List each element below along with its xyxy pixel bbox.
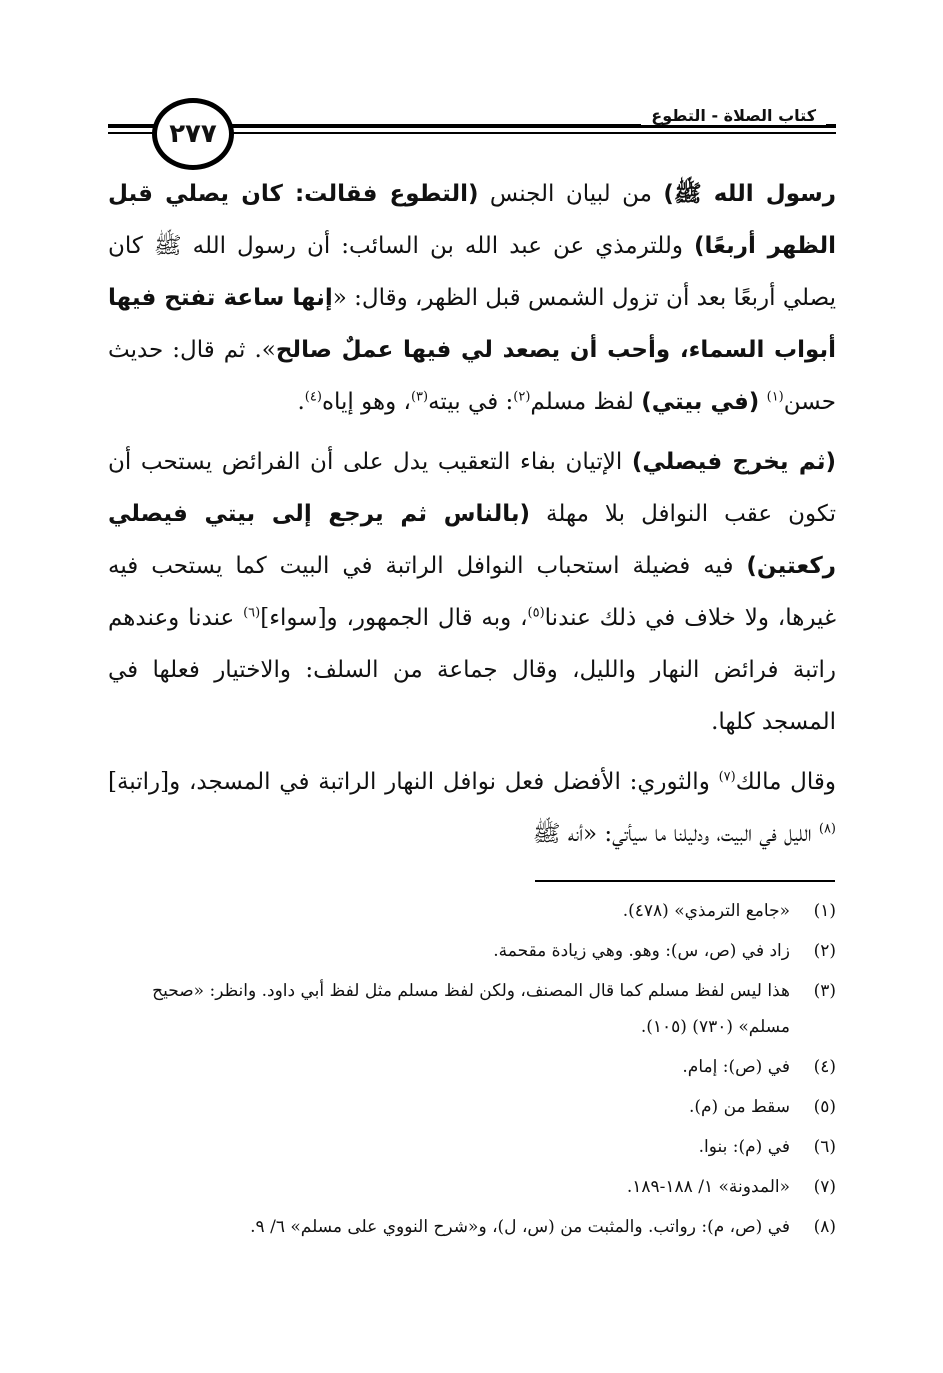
- footnote-ref: (٤): [304, 389, 322, 405]
- page-header: [108, 96, 836, 166]
- footnote-number: (٧): [813, 1177, 836, 1197]
- footnote: [108, 1049, 836, 1085]
- main-text: [108, 168, 836, 868]
- text-run: وللترمذي عن عبد الله بن السائب: أن رسول الله ﷺ كان يصلي أربعًا بعد أن تزول الشمس قبل الظهر، وقال: «: [108, 233, 836, 311]
- footnote: [108, 973, 836, 1045]
- text-run: لفظ مسلم: [530, 389, 642, 415]
- footnote-text: في (ص، م): رواتب. والمثبت من (س، ل)، و«شرح النووي على مسلم» ٦/ ٩.: [250, 1217, 790, 1237]
- footnote-ref: (٨): [818, 821, 836, 837]
- footnote-text: «المدونة» ١/ ١٨٨-١٨٩.: [626, 1177, 790, 1197]
- footnote-ref: (٢): [513, 389, 531, 405]
- footnote-number: (١): [813, 901, 836, 921]
- text-run: عندنا وعندهم راتبة فرائض النهار والليل، وقال جماعة من السلف: والاختيار فعلها في المسجد كلها.: [108, 605, 836, 735]
- footnote: [108, 1209, 836, 1245]
- text-run: .: [297, 389, 305, 415]
- text-run: من لبيان الجنس: [478, 181, 664, 207]
- footnote-text: في (ص): إمام.: [682, 1057, 790, 1077]
- footnotes-list: [108, 893, 836, 1249]
- text-run: الإتيان بفاء التعقيب يدل على أن الفرائض يستحب أن تكون عقب النوافل بلا مهلة: [108, 449, 836, 527]
- text-run: [759, 389, 766, 415]
- text-run: الليل في البيت، ودليلنا ما سيأتي: «أنه ﷺ: [532, 821, 819, 847]
- bold-text-run: رسول الله ﷺ): [663, 181, 836, 207]
- footnote-number: (٣): [813, 981, 836, 1001]
- text-run: وقال مالك: [735, 769, 836, 795]
- text-run: ، وهو إياه: [321, 389, 411, 415]
- footnote-number: (٥): [813, 1097, 836, 1117]
- page-number: ٢٧٧: [152, 98, 234, 170]
- footnote-ref: (٥): [527, 605, 545, 621]
- footnote: [108, 1089, 836, 1125]
- bold-text-run: (في بيتي): [641, 389, 760, 415]
- footnote: [108, 893, 836, 929]
- footnote: [108, 1169, 836, 1205]
- footnote-text: زاد في (ص، س): وهو. وهي زيادة مقحمة.: [493, 941, 790, 961]
- text-run: ». ثم قال: حديث حسن: [108, 337, 836, 415]
- bold-text-run: إنها ساعة تفتح فيها أبواب السماء، وأحب أن يصعد لي فيها عملٌ صالح: [108, 285, 836, 363]
- text-run: : في بيته: [428, 389, 514, 415]
- footnote-ref: (٧): [718, 769, 736, 785]
- footnote-ref: (٦): [243, 605, 261, 621]
- footnote-text: سقط من (م).: [688, 1097, 790, 1117]
- bold-text-run: (ثم يخرج فيصلي): [631, 449, 836, 475]
- bold-text-run: (بالناس ثم يرجع إلى بيتي فيصلي ركعتين): [108, 501, 836, 579]
- paragraph-2: [108, 436, 836, 748]
- footnote-number: (٢): [813, 941, 836, 961]
- paragraph-3: [108, 756, 836, 860]
- footnote-ref: (٣): [410, 389, 429, 405]
- footnote-ref: (١): [766, 389, 784, 405]
- footnote-separator: [535, 880, 835, 882]
- footnote-number: (٨): [813, 1217, 836, 1237]
- text-run: فيه فضيلة استحباب النوافل الراتبة في البيت كما يستحب فيه غيرها، ولا خلاف في ذلك عندنا: [108, 553, 836, 631]
- bold-text-run: (التطوع فقالت: كان يصلي قبل الظهر أربعًا): [108, 181, 836, 259]
- footnote-text: في (م): بنوا.: [698, 1137, 790, 1157]
- footnote: [108, 933, 836, 969]
- footnote-number: (٦): [813, 1137, 836, 1157]
- footnote: [108, 1129, 836, 1165]
- paragraph-1: [108, 168, 836, 428]
- text-run: ، وبه قال الجمهور، و[سواء]: [260, 605, 528, 631]
- text-run: والثوري: الأفضل فعل نوافل النهار الراتبة في المسجد، و[راتبة]: [108, 769, 719, 795]
- running-title: كتاب الصلاة - التطوع: [641, 106, 826, 125]
- footnote-number: (٤): [813, 1057, 836, 1077]
- footnote-text: «جامع الترمذي» (٤٧٨).: [622, 901, 790, 921]
- footnote-text: هذا ليس لفظ مسلم كما قال المصنف، ولكن لفظ مسلم مثل لفظ أبي داود. وانظر: «صحيح مسلم» (٧٣٠) (١٠٥).: [152, 981, 790, 1037]
